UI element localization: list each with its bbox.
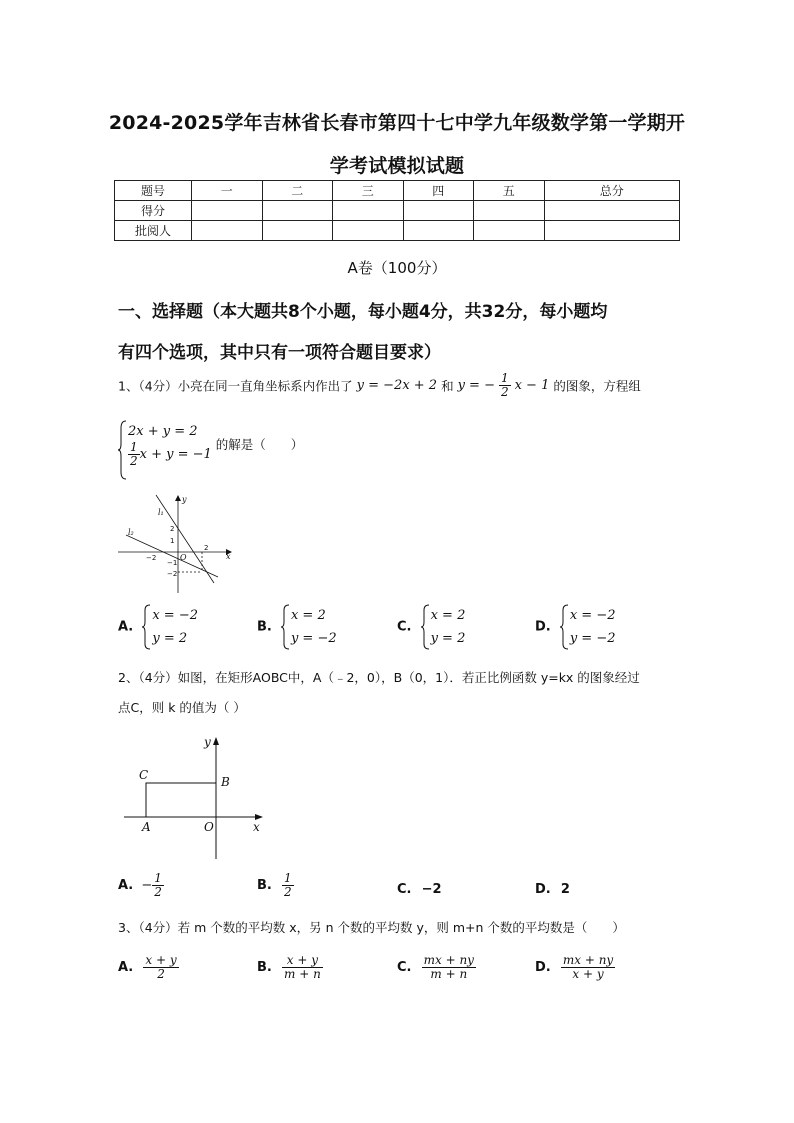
option-frac: [422, 954, 476, 981]
q1-option-d[interactable]: [535, 604, 616, 650]
score-table-cell: [192, 221, 263, 241]
option-line-1: x = −2: [569, 608, 616, 623]
option-num: 1: [154, 871, 162, 885]
q1-prefix: 1、（4分）小亮在同一直角坐标系内作出了: [118, 378, 353, 394]
question-1-text: [118, 372, 641, 399]
option-label: B.: [257, 619, 272, 635]
option-label: A.: [118, 878, 134, 893]
q1-option-a[interactable]: [118, 604, 198, 650]
option-system: [421, 604, 466, 650]
option-num: x + y: [145, 953, 177, 967]
graph-label-origin: O: [180, 553, 187, 562]
score-table-cell: [474, 201, 545, 221]
fig-label-a: A: [142, 820, 151, 834]
score-table-cell: [544, 221, 680, 241]
question-2-line-1: 2、（4分）如图，在矩形AOBC中，A（﹣2，0），B（0，1）．若正比例函数 y=kx 的图象经过: [118, 670, 640, 685]
graph-tick-x-2: 2: [204, 544, 209, 552]
q1-suffix: 的图象，方程组: [553, 378, 641, 394]
graph-label-l1: l₁: [158, 508, 164, 517]
q1-sys-num: 1: [130, 440, 138, 454]
q1-option-c[interactable]: [397, 604, 465, 650]
q1-eq2-rhs: x − 1: [514, 378, 550, 393]
score-table-cell: 四: [403, 181, 474, 201]
option-system: [281, 604, 337, 650]
score-table-cell: [403, 201, 474, 221]
option-den: 2: [284, 885, 292, 899]
brace-icon: [281, 604, 290, 650]
brace-icon: [118, 420, 127, 480]
score-table: [114, 180, 680, 241]
q1-sys-line-2: x + y = −1: [139, 447, 212, 462]
score-table-cell: 批阅人: [115, 221, 192, 241]
option-label: D.: [535, 619, 551, 635]
score-table-cell: [262, 201, 333, 221]
score-table-cell: 五: [474, 181, 545, 201]
q1-option-b[interactable]: [257, 604, 337, 650]
fig-label-b: B: [221, 775, 230, 789]
brace-icon: [560, 604, 569, 650]
option-line-1: x = −2: [152, 608, 198, 623]
option-label: D.: [535, 960, 551, 975]
score-table-cell: 题号: [115, 181, 192, 201]
option-system: [560, 604, 616, 650]
option-frac: [561, 954, 615, 981]
option-den: 2: [154, 885, 162, 899]
option-line-2: y = 2: [430, 631, 466, 646]
option-frac: [282, 954, 323, 981]
score-table-cell: 总分: [544, 181, 680, 201]
q1-system-suffix: 的解是（ ）: [215, 437, 304, 452]
volume-label: A卷（100分）: [347, 259, 447, 277]
option-num: mx + ny: [423, 953, 474, 967]
q3-option-c[interactable]: [397, 954, 476, 981]
option-system: [142, 604, 198, 650]
option-line-2: y = 2: [152, 631, 188, 646]
q3-option-a[interactable]: [118, 954, 179, 981]
score-table-row: [115, 201, 680, 221]
score-table-header-row: [115, 181, 680, 201]
fig-label-c: C: [139, 768, 149, 782]
option-value: −2: [421, 882, 442, 897]
option-label: D.: [535, 882, 551, 897]
graph-label-x: x: [226, 552, 231, 561]
score-table-row: [115, 221, 680, 241]
score-table-cell: [544, 201, 680, 221]
brace-icon: [421, 604, 430, 650]
q1-eq2-den: 2: [500, 385, 509, 399]
option-frac: [152, 872, 164, 899]
score-table-cell: 一: [192, 181, 263, 201]
score-table-cell: 得分: [115, 201, 192, 221]
fig-label-o: O: [204, 820, 214, 834]
q3-option-d[interactable]: [535, 954, 615, 981]
option-num: 1: [284, 871, 292, 885]
graph-label-y: y: [182, 495, 187, 504]
q1-eq2-frac: [499, 372, 511, 399]
q2-option-c[interactable]: [397, 882, 442, 897]
section-1-line-1: 一、选择题（本大题共8个小题，每小题4分，共32分，每小题均: [118, 302, 608, 322]
option-line-1: x = 2: [290, 608, 326, 623]
title-line-1: 2024-2025学年吉林省长春市第四十七中学九年级数学第一学期开: [108, 112, 686, 134]
q1-system-row: [118, 420, 303, 468]
score-table-cell: [333, 221, 404, 241]
q2-option-d[interactable]: [535, 882, 570, 897]
option-num: x + y: [282, 954, 323, 968]
question-2-line-2: 点C，则 k 的值为（ ）: [118, 700, 246, 715]
q1-eq2-lhs: y = −: [457, 378, 495, 393]
option-line-1: x = 2: [430, 608, 466, 623]
brace-icon: [142, 604, 151, 650]
q1-sys-line-1: 2x + y = 2: [128, 424, 198, 439]
score-table-cell: [403, 221, 474, 241]
q1-sys-frac: [128, 441, 140, 468]
option-den: 2: [157, 967, 165, 981]
title-line-2: 学考试模拟试题: [329, 155, 465, 177]
option-sign: −: [141, 878, 153, 893]
option-label: B.: [257, 960, 272, 975]
q1-mid: 和: [441, 378, 454, 394]
q1-eq1: y = −2x + 2: [356, 378, 438, 393]
score-table-cell: 二: [262, 181, 333, 201]
option-value: 2: [560, 882, 570, 897]
option-label: C.: [397, 619, 412, 635]
score-table-cell: 三: [333, 181, 404, 201]
option-num: mx + ny: [562, 953, 614, 967]
q3-option-b[interactable]: [257, 954, 323, 981]
graph-tick-neg2: −2: [167, 570, 178, 578]
option-frac: [282, 872, 294, 899]
option-den: m + n: [430, 967, 468, 981]
score-table-cell: [474, 221, 545, 241]
score-table-cell: [333, 201, 404, 221]
q1-eq2-num: 1: [500, 371, 509, 385]
q2-figure: [118, 733, 268, 861]
q2-option-a[interactable]: [118, 872, 164, 899]
option-label: A.: [118, 619, 134, 635]
graph-tick-1: 1: [170, 537, 175, 545]
option-label: A.: [118, 960, 134, 975]
q1-equation-system: [118, 420, 212, 468]
section-1-line-2: 有四个选项，其中只有一项符合题目要求）: [118, 343, 441, 363]
option-frac: [143, 954, 178, 981]
question-3-text: 3、（4分）若 m 个数的平均数 x，另 n 个数的平均数 y，则 m+n 个数的平均数是（ ）: [118, 920, 625, 935]
q2-option-b[interactable]: [257, 872, 294, 899]
score-table-cell: [192, 201, 263, 221]
fig-label-x: x: [253, 820, 260, 834]
option-line-2: y = −2: [569, 631, 616, 646]
fig-label-y: y: [204, 735, 211, 749]
graph-label-l2: l₂: [128, 528, 134, 537]
option-label: C.: [397, 882, 412, 897]
option-label: C.: [397, 960, 412, 975]
q1-graph: [118, 493, 236, 593]
q1-sys-den: 2: [130, 454, 138, 468]
graph-tick-neg1: −1: [167, 559, 178, 567]
graph-tick-x-neg2: −2: [146, 554, 157, 562]
option-line-2: y = −2: [290, 631, 337, 646]
option-label: B.: [257, 878, 272, 893]
option-den: m + n: [284, 967, 321, 981]
graph-tick-2: 2: [170, 525, 175, 533]
option-den: x + y: [572, 967, 604, 981]
score-table-cell: [262, 221, 333, 241]
